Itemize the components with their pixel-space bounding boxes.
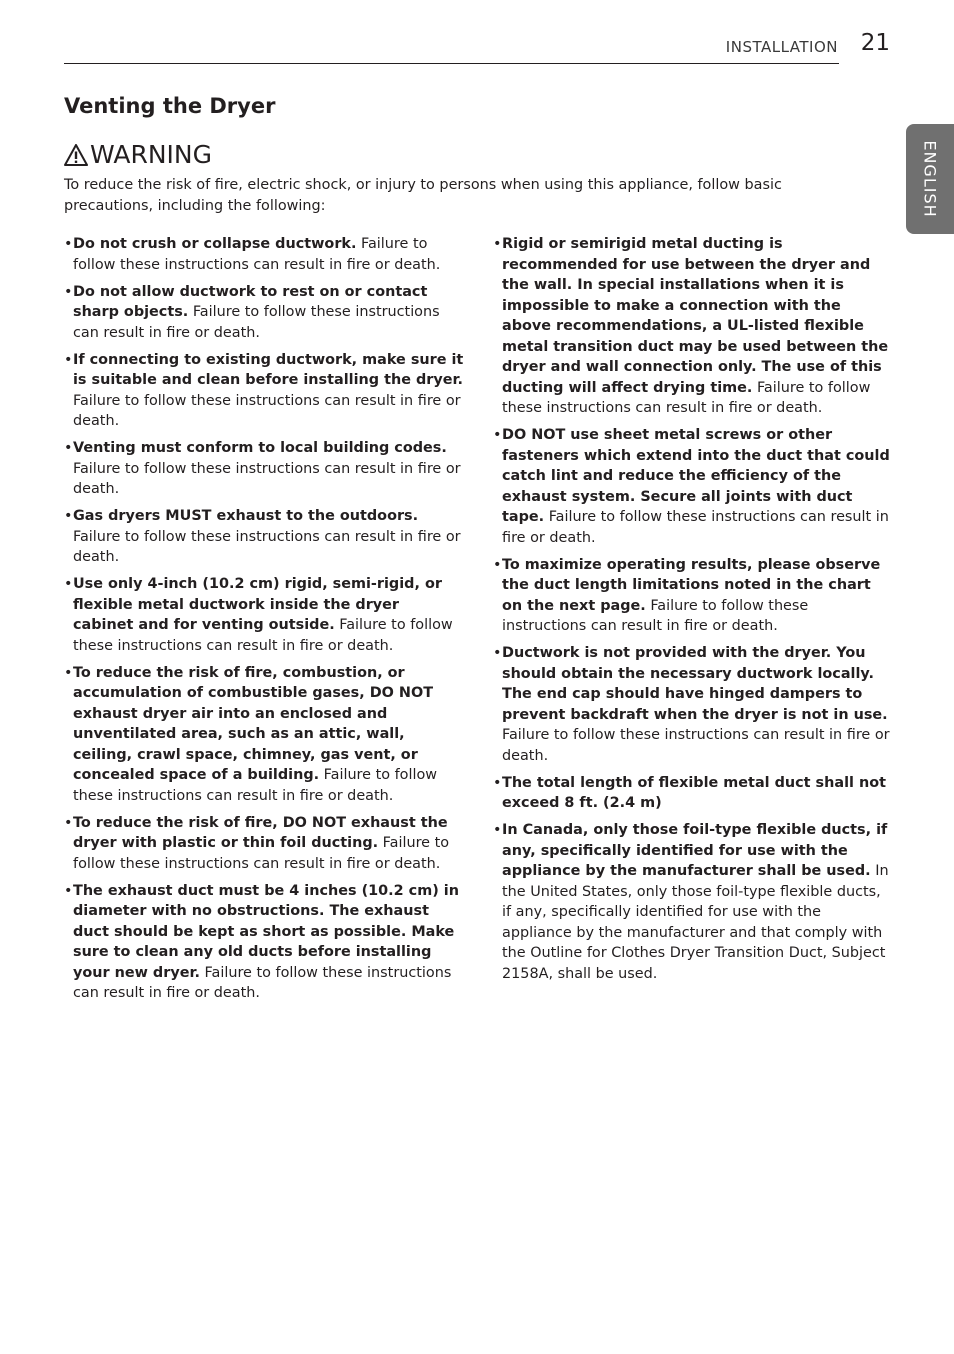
item-text: Failure to follow these instructions can result in fire or death. (502, 597, 809, 634)
list-item (64, 438, 464, 500)
item-text: Failure to follow these instructions can result in fire or death. (502, 379, 871, 416)
item-bold-text: If connecting to existing ductwork, make sure it is suitable and clean before installing the dryer. (73, 351, 464, 388)
item-bold-text: Venting must conform to local building codes. (73, 440, 447, 456)
item-text: Failure to follow these instructions can result in fire or death. (73, 392, 461, 429)
right-column-list (493, 234, 893, 991)
item-bold-text: Use only 4-inch (10.2 cm) rigid, semi-rigid, or flexible metal ductwork inside the dryer cabinet and for venting outside. (73, 576, 442, 633)
warning-label: WARNING (90, 140, 212, 169)
item-text: Failure to follow these instructions can result in fire or death. (73, 236, 441, 273)
item-bold-text: Rigid or semirigid metal ducting is recommended for use between the dryer and the wall. In special installations when it is impossible to make a connection with the above recommendations, a UL-listed flexible metal transition duct may be used between the dryer and wall connection only. The use of this ducting will affect drying time. (502, 236, 889, 396)
item-bold-text: The total length of flexible metal duct shall not exceed 8 ft. (2.4 m) (502, 774, 886, 811)
warning-triangle-icon (64, 144, 88, 166)
item-bold-text: Do not crush or collapse ductwork. (73, 236, 357, 252)
item-text: Failure to follow these instructions can result in fire or death. (502, 509, 889, 546)
item-bold-text: To reduce the risk of fire, combustion, or accumulation of combustible gases, DO NOT exhaust dryer air into an enclosed and unventilated area, such as an attic, wall, ceiling, crawl space, chimney, gas vent, or concealed space of a building. (73, 664, 434, 783)
item-text: Failure to follow these instructions can result in fire or death. (73, 767, 438, 804)
header-divider (64, 63, 839, 64)
item-text: Failure to follow these instructions can result in fire or death. (73, 528, 461, 565)
list-item (64, 350, 464, 432)
item-text: Failure to follow these instructions can result in fire or death. (502, 727, 890, 764)
list-item (493, 425, 893, 548)
section-title: Venting the Dryer (64, 94, 276, 118)
item-bold-text: DO NOT use sheet metal screws or other fasteners which extend into the duct that could catch lint and reduce the efficiency of the exhaust system. Secure all joints with duct tape. (502, 427, 890, 525)
header-section-label: INSTALLATION (725, 38, 838, 56)
item-text: In the United States, only those foil-type flexible ducts, if any, specifically identified for use with the appliance by the manufacturer and that comply with the Outline for Clothes Dryer Transition Duct, Subject 2158A, shall be used. (502, 863, 889, 982)
list-item (64, 881, 464, 1004)
list-item (64, 506, 464, 568)
warning-intro: To reduce the risk of fire, electric shock, or injury to persons when using this appliance, follow basic precautions, including the following: (64, 177, 782, 214)
list-item (493, 234, 893, 419)
item-text: Failure to follow these instructions can result in fire or death. (73, 617, 453, 654)
language-tab (906, 124, 954, 234)
item-bold-text: In Canada, only those foil-type flexible ducts, if any, specifically identified for use with the appliance by the manufacturer shall be used. (502, 822, 888, 879)
item-bold-text: The exhaust duct must be 4 inches (10.2 cm) in diameter with no obstructions. The exhaust duct should be kept as short as possible. Make sure to clean any old ducts before installing your new dryer. (73, 882, 459, 981)
page-number: 21 (860, 30, 890, 56)
language-tab-label: ENGLISH (920, 140, 940, 218)
item-bold-text: Gas dryers MUST exhaust to the outdoors. (73, 508, 419, 524)
item-text: Failure to follow these instructions can result in fire or death. (73, 304, 440, 341)
list-item (64, 282, 464, 344)
list-item (64, 234, 464, 275)
list-item (493, 820, 893, 984)
list-item (64, 663, 464, 807)
list-item (64, 813, 464, 875)
item-text: Failure to follow these instructions can result in fire or death. (73, 835, 450, 872)
item-bold-text: Do not allow ductwork to rest on or contact sharp objects. (73, 283, 428, 320)
item-text: Failure to follow these instructions can result in fire or death. (73, 964, 452, 1001)
list-item (64, 574, 464, 656)
item-bold-text: Ductwork is not provided with the dryer. You should obtain the necessary ductwork locally. The end cap should have hinged dampers to prevent backdraft when the dryer is not in use. (502, 645, 888, 723)
item-bold-text: To maximize operating results, please observe the duct length limitations noted in the chart on the next page. (502, 556, 881, 614)
warning-heading (64, 140, 212, 169)
list-item (493, 643, 893, 766)
left-column-list (64, 234, 464, 1010)
list-item (493, 773, 893, 814)
item-bold-text: To reduce the risk of fire, DO NOT exhaust the dryer with plastic or thin foil ducting. (73, 814, 448, 851)
list-item (493, 555, 893, 637)
item-text: Failure to follow these instructions can result in fire or death. (73, 460, 461, 497)
